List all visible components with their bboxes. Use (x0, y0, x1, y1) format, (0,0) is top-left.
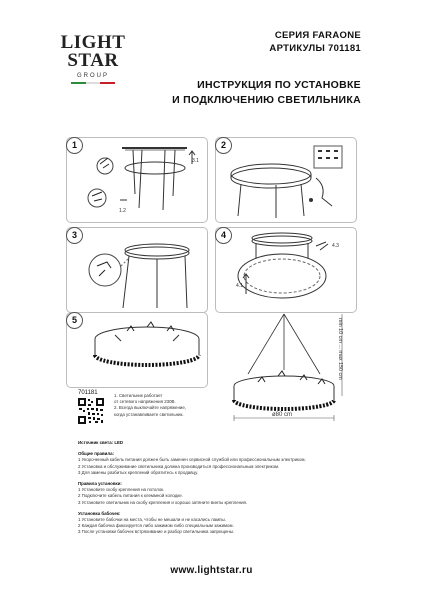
instructions-text (78, 440, 358, 536)
install-rule: 3 Установите светильник на скобу крепления и хорошо затяните винты крепления. (78, 499, 248, 505)
safety-notes (114, 393, 224, 418)
install-rule: 1 Установите скобу крепления на потолок. (78, 487, 165, 493)
brand-logo (58, 34, 128, 104)
step-3-panel (66, 227, 208, 313)
step-5-number: 5 (66, 312, 83, 329)
height-dimension: min 10 cm ... max 150 cm (337, 318, 343, 380)
install-rule: 2 Подключите кабель питания к клеммной колодке. (78, 493, 183, 499)
step-5-panel (66, 312, 208, 388)
title-line-1: ИНСТРУКЦИЯ ПО УСТАНОВКЕ (197, 79, 361, 91)
safety-note-line: 1. Светильник работает (114, 393, 163, 398)
step-1-number: 1 (66, 137, 83, 154)
step-4-dim-a: 4.3 (332, 243, 339, 249)
flag-white (86, 82, 101, 84)
butterfly-rule: 3 После установки бабочек встряхивание и разбор светильника запрещены. (78, 529, 235, 535)
step-2-panel (215, 137, 357, 223)
step-3-illustration (67, 228, 207, 312)
butterflies-title: Установка бабочек: (78, 510, 121, 516)
step-1-illustration (67, 138, 207, 222)
general-rule: 2 Установка и обслуживание светильника должна производиться профессиональным электриком. (78, 463, 280, 469)
install-rules-title: Правила установки: (78, 481, 122, 487)
qr-article-label: 701181 (78, 390, 98, 396)
qr-code (78, 398, 104, 424)
safety-note-line: когда устанавливаете светильник. (114, 411, 184, 417)
safety-note-line: 2. Всегда выключайте напряжение, (114, 405, 187, 411)
step-4-number: 4 (215, 227, 232, 244)
step-2-number: 2 (215, 137, 232, 154)
flag-red (100, 82, 115, 84)
butterfly-rule: 1 Установите бабочки на места, чтобы не мешали и не касались лампы. (78, 517, 226, 523)
step-4-illustration (216, 228, 356, 312)
logo-group-text: GROUP (76, 73, 109, 79)
light-source: Источник света: LED (78, 440, 124, 445)
general-rule: 1 Укороченный кабель питания должен быть заменен сервисной службой или профессиональным электриком. (78, 457, 306, 463)
title-line-2: И ПОДКЛЮЧЕНИЮ СВЕТИЛЬНИКА (172, 94, 361, 106)
article-number: АРТИКУЛЫ 701181 (269, 43, 361, 54)
step-3-number: 3 (66, 227, 83, 244)
step-5-illustration (67, 313, 207, 387)
step-1-panel (66, 137, 208, 223)
step-1-dim-a: 3.1 (192, 158, 199, 164)
diameter-dimension: ø80 cm (272, 412, 293, 418)
step-4-panel (215, 227, 357, 313)
general-rules-title: Общие правила: (78, 451, 115, 457)
logo-line-2: STAR (67, 50, 119, 71)
logo-line-1: LIGHT (60, 32, 126, 53)
flag-green (71, 82, 86, 84)
general-rule: 3 Для замены разбитых креплений обратитесь к продавцу. (78, 469, 199, 475)
logo-flag (71, 82, 115, 84)
butterfly-rule: 2 Каждая бабочка фиксируется либо зажимом либо специальным зажимом. (78, 523, 234, 529)
series-name: СЕРИЯ FARAONE (274, 30, 361, 41)
safety-note-line: от сетевого напряжения 230В. (114, 399, 176, 405)
footer-url[interactable]: www.lightstar.ru (170, 565, 253, 576)
step-2-illustration (216, 138, 356, 222)
step-1-dim-b: 1.2 (119, 208, 126, 214)
step-4-dim-b: 4.1 (236, 283, 243, 289)
